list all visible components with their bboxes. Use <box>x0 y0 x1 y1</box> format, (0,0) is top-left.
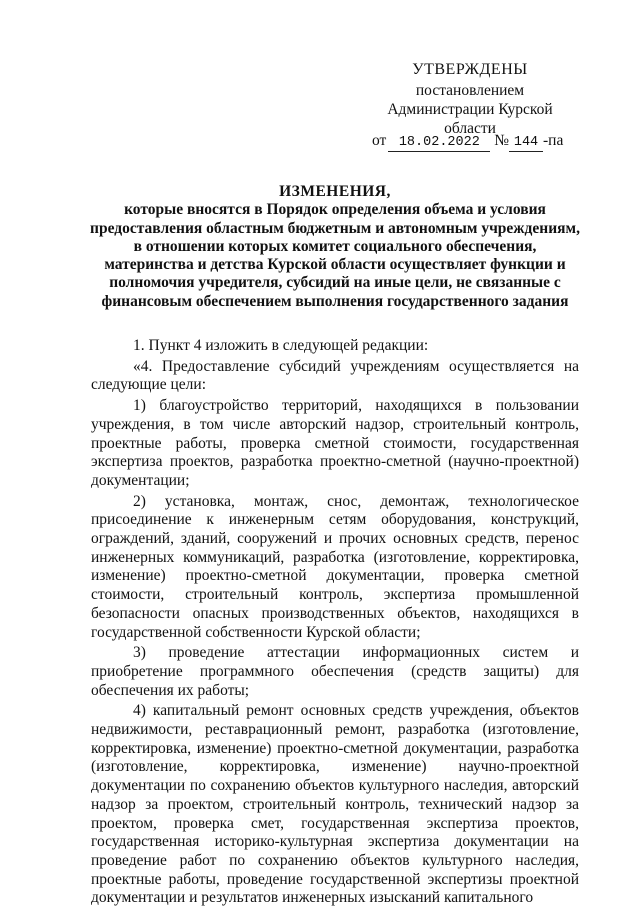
approval-heading: УТВЕРЖДЕНЫ <box>412 61 528 78</box>
approval-line-1: постановлением <box>415 82 525 99</box>
paragraph-5: 3) проведение аттестации информационных систем и приобретение программного обеспечения (средств защиты) для обеспечения их работы; <box>91 644 579 699</box>
paragraph-3: 1) благоустройство территорий, находящихся в пользовании учреждения, в том числе авторский надзор, строительный контроль, проектные работы, проверка сметной стоимости, государственная экспертиза проектов, разработка проектно-сметной (научно-проектной) документации; <box>91 397 579 489</box>
date-prefix: от <box>372 132 387 149</box>
approval-block <box>360 60 580 138</box>
decree-date-number <box>372 132 582 152</box>
decree-number: 144 <box>509 135 543 152</box>
approval-line-3: области <box>444 120 496 137</box>
number-suffix: -па <box>543 132 564 149</box>
document-title <box>90 183 580 311</box>
document-body <box>91 337 579 908</box>
paragraph-4: 2) установка, монтаж, снос, демонтаж, технологическое присоединение к инженерным сетям оборудования, конструкций, ограждений, зданий, сооружений и прочих основных средств, перенос инженерных коммуникаций, разработка (изготовление, корректировка, изменение) проектно-сметной документации, проверка сметной стоимости, строительный контроль, экспертиза промышленной безопасности опасных производственных объектов, находящихся в государственной собственности Курской области; <box>91 492 579 641</box>
number-prefix: № <box>494 132 509 149</box>
decree-date: 18.02.2022 <box>388 135 490 152</box>
paragraph-2: «4. Предоставление субсидий учреждениям осуществляется на следующие цели: <box>91 357 579 394</box>
paragraph-6: 4) капитальный ремонт основных средств учреждения, объектов недвижимости, реставрационный ремонт, разработка (изготовление, корректировка, изменение) проектно-сметной документации, разработка (изготовление, корректировка, изменение) научно-проектной документации по сохранению объектов культурного наследия, авторский надзор за проектом, строительный контроль, технический надзор за проектом, проверка смет, государственная экспертиза проектов, государственная историко-культурная экспертиза документации на проведение работ по сохранению объектов культурного наследия, проектные работы, проведение государственной экспертизы проектной документации и результатов инженерных изысканий капитального <box>91 702 579 907</box>
approval-line-2: Администрации Курской <box>387 101 553 118</box>
title-subtitle: которые вносятся в Порядок определения объема и условия предоставления областным бюджетным и автономным учреждениям, в отношении которых комитет социального обеспечения, материнства и детства Курской области осуществляет функции и полномочия учредителя, субсидий на иные цели, не связанные с финансовым обеспечением выполнения государственного задания <box>90 201 580 310</box>
paragraph-1: 1. Пункт 4 изложить в следующей редакции: <box>133 337 429 354</box>
title-main: ИЗМЕНЕНИЯ, <box>279 183 391 200</box>
